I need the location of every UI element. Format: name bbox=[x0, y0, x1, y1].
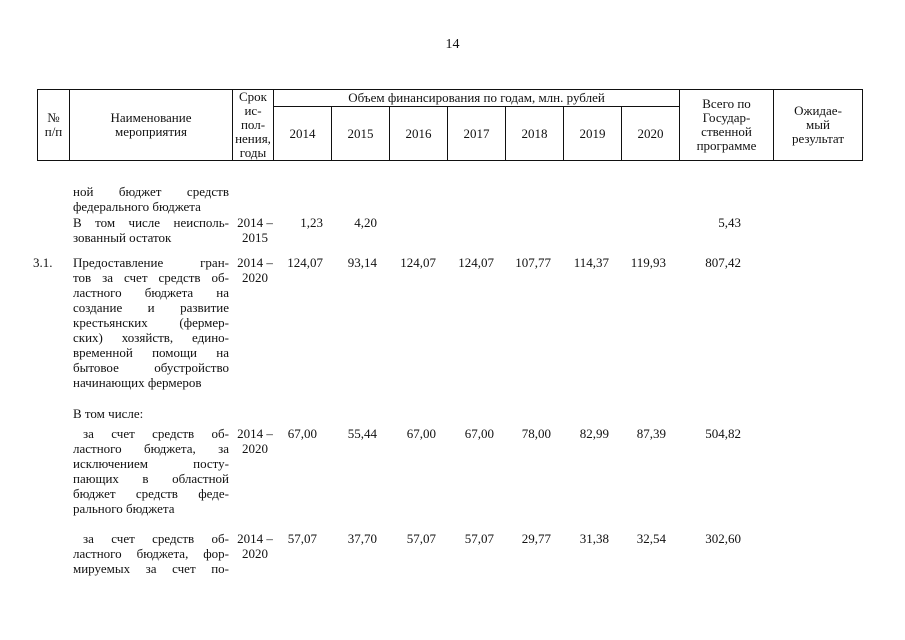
row-sub1-name bbox=[73, 426, 229, 516]
header-year-2016: 2016 bbox=[390, 107, 448, 161]
row-sub1-line: ластного бюджета, за bbox=[73, 441, 229, 456]
header-result: Ожидае- мый результат bbox=[774, 90, 863, 161]
row-sub2-2014: 57,07 bbox=[287, 531, 317, 546]
row-3-1-line: тов за счет средств об- bbox=[73, 270, 229, 285]
row-sub1-2020: 87,39 bbox=[636, 426, 666, 441]
term-line: 2020 bbox=[242, 270, 268, 285]
row-3-1-line: ских) хозяйств, едино- bbox=[73, 330, 229, 345]
row-cont-name bbox=[73, 184, 229, 214]
row-unused-2014: 1,23 bbox=[300, 215, 323, 230]
row-3-1-name bbox=[73, 255, 229, 390]
row-sub1-2019: 82,99 bbox=[579, 426, 609, 441]
row-3-1-2015: 93,14 bbox=[347, 255, 377, 270]
term-line: 2014 – bbox=[237, 531, 273, 546]
row-sub1-total: 504,82 bbox=[705, 426, 741, 441]
row-3-1-line: бытовое обустройство bbox=[73, 360, 229, 375]
header-total: Всего по Государ- ственной программе bbox=[680, 90, 774, 161]
term-line: 2014 – bbox=[237, 255, 273, 270]
row-unused-line: зованный остаток bbox=[73, 230, 172, 245]
page-number: 14 bbox=[445, 37, 460, 52]
row-3-1-2019: 114,37 bbox=[573, 255, 609, 270]
row-3-1-line: начинающих фермеров bbox=[73, 375, 202, 390]
row-3-1-2016: 124,07 bbox=[400, 255, 436, 270]
term-line: 2015 bbox=[242, 230, 268, 245]
row-sub1-2015: 55,44 bbox=[347, 426, 377, 441]
row-unused-2015: 4,20 bbox=[354, 215, 377, 230]
term-line: 2014 – bbox=[237, 215, 273, 230]
header-term: Срок ис- пол- нения, годы bbox=[233, 90, 274, 161]
row-sub2-line: ластного бюджета, фор- bbox=[73, 546, 229, 561]
row-sub1-line: рального бюджета bbox=[73, 501, 175, 516]
header-year-2017: 2017 bbox=[448, 107, 506, 161]
header-num: № п/п bbox=[38, 90, 70, 161]
row-sub1-line: за счет средств об- bbox=[83, 426, 229, 441]
header-year-2020: 2020 bbox=[622, 107, 680, 161]
row-3-1-total: 807,42 bbox=[705, 255, 741, 270]
row-sub2-2016: 57,07 bbox=[406, 531, 436, 546]
row-3-1-line: Предоставление гран- bbox=[73, 255, 229, 270]
header-funding-group: Объем финансирования по годам, млн. рублей bbox=[274, 90, 680, 107]
row-3-1-2014: 124,07 bbox=[287, 255, 323, 270]
row-sub1-2018: 78,00 bbox=[521, 426, 551, 441]
row-sub1-2016: 67,00 bbox=[406, 426, 436, 441]
term-line: 2014 – bbox=[237, 426, 273, 441]
table-header bbox=[37, 89, 863, 161]
row-unused-line: В том числе неисполь- bbox=[73, 215, 229, 230]
row-sub2-line: за счет средств об- bbox=[83, 531, 229, 546]
row-3-1-line: создание и развитие bbox=[73, 300, 229, 315]
row-sub2-total: 302,60 bbox=[705, 531, 741, 546]
row-sub2-2019: 31,38 bbox=[579, 531, 609, 546]
row-sub1-line: исключением посту- bbox=[73, 456, 229, 471]
row-3-1-2018: 107,77 bbox=[515, 255, 551, 270]
row-unused-name bbox=[73, 215, 229, 245]
row-cont-line: федерального бюджета bbox=[73, 199, 201, 214]
row-sub1-line: бюджет средств феде- bbox=[73, 486, 229, 501]
row-3-1-line: временной помощи на bbox=[73, 345, 229, 360]
row-sub2-2017: 57,07 bbox=[464, 531, 494, 546]
header-year-2014: 2014 bbox=[274, 107, 332, 161]
header-year-2019: 2019 bbox=[564, 107, 622, 161]
row-3-1-line: ластного бюджета на bbox=[73, 285, 229, 300]
header-year-2015: 2015 bbox=[332, 107, 390, 161]
row-sub2-line: мируемых за счет по- bbox=[73, 561, 229, 576]
term-line: 2020 bbox=[242, 441, 268, 456]
row-cont-line: ной бюджет средств bbox=[73, 184, 229, 199]
row-sub2-name bbox=[73, 531, 229, 576]
header-name: Наименование мероприятия bbox=[70, 90, 233, 161]
row-sub1-line: пающих в областной bbox=[73, 471, 229, 486]
header-year-2018: 2018 bbox=[506, 107, 564, 161]
row-sub2-2020: 32,54 bbox=[636, 531, 666, 546]
row-3-1-2017: 124,07 bbox=[458, 255, 494, 270]
row-sub1-2017: 67,00 bbox=[464, 426, 494, 441]
row-sub2-2018: 29,77 bbox=[521, 531, 551, 546]
row-unused-total: 5,43 bbox=[718, 215, 741, 230]
row-3-1-num: 3.1. bbox=[33, 255, 53, 270]
row-sub2-2015: 37,70 bbox=[347, 531, 377, 546]
row-3-1-line: крестьянских (фермер- bbox=[73, 315, 229, 330]
row-3-1-2020: 119,93 bbox=[630, 255, 666, 270]
row-sub1-2014: 67,00 bbox=[287, 426, 317, 441]
term-line: 2020 bbox=[242, 546, 268, 561]
row-incl-label: В том числе: bbox=[73, 406, 144, 421]
